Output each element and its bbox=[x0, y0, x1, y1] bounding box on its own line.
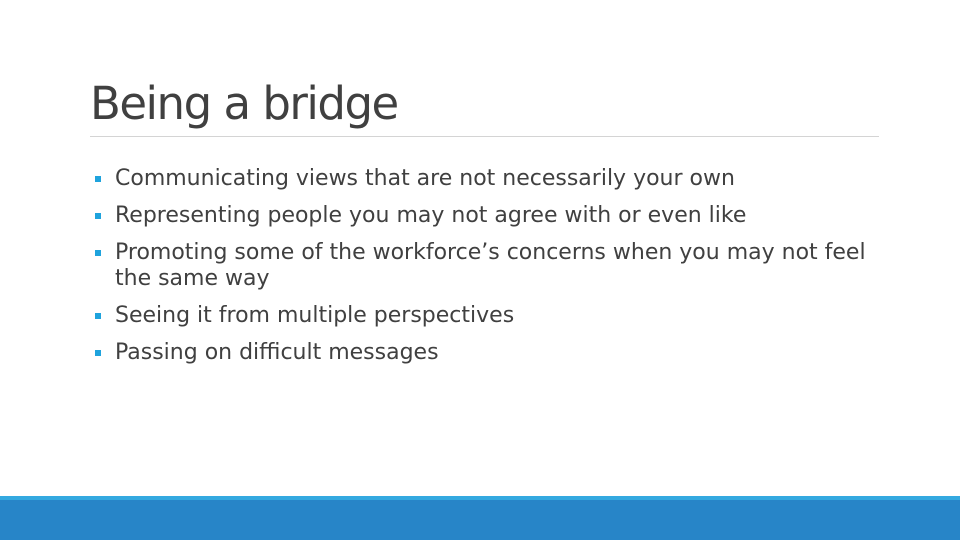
bullet-item bbox=[94, 340, 884, 366]
bullet-text: Seeing it from multiple perspectives bbox=[115, 303, 515, 328]
bullet-text: Passing on difficult messages bbox=[115, 340, 439, 365]
title-divider bbox=[90, 136, 879, 137]
bullet-item bbox=[94, 166, 884, 192]
footer-band bbox=[0, 500, 960, 540]
square-bullet-icon bbox=[95, 250, 101, 256]
bullet-text: Communicating views that are not necessarily your own bbox=[115, 166, 735, 191]
square-bullet-icon bbox=[95, 176, 101, 182]
square-bullet-icon bbox=[95, 313, 101, 319]
square-bullet-icon bbox=[95, 213, 101, 219]
square-bullet-icon bbox=[95, 350, 101, 356]
bullet-item bbox=[94, 303, 884, 329]
slide-title: Being a bridge bbox=[90, 77, 398, 130]
bullet-text: Promoting some of the workforce’s concerns when you may not feel the same way bbox=[115, 240, 866, 291]
bullet-list bbox=[94, 166, 884, 377]
bullet-item bbox=[94, 240, 884, 292]
bullet-text: Representing people you may not agree with or even like bbox=[115, 203, 747, 228]
bullet-item bbox=[94, 203, 884, 229]
